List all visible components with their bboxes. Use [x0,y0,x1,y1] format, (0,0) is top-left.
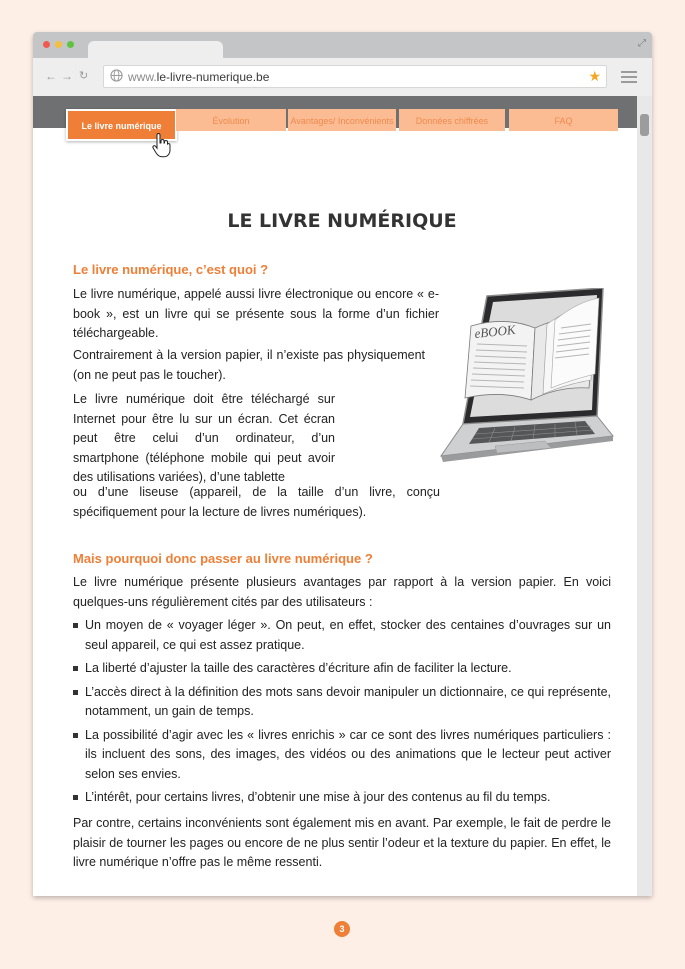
laptop-ebook-image [435,288,615,464]
paragraph-reader: ou d’une liseuse (appareil, de la taille d’un livre, conçu spécifiquement pour la lecture de livres numériques). [73,485,440,519]
nav-item-evolution[interactable]: Évolution [176,109,286,131]
fullscreen-icon[interactable]: ⤢ [638,38,646,49]
globe-icon [110,69,123,82]
paragraph-not-physical: Contrairement à la version papier, il n’existe pas physiquement (on ne peut pas le toucher). [73,348,425,382]
nav-item-le-livre-numerique[interactable]: Le livre numérique [66,109,177,141]
close-window-dot[interactable] [43,41,50,48]
forward-icon[interactable]: → [61,69,73,83]
list-item: Un moyen de « voyager léger ». On peut, en effet, stocker des centaines d’ouvrages sur un seul appareil, ce qui est assez pratique. [73,616,611,655]
hand-pointer-icon [151,133,171,159]
paragraph-disadvantages: Par contre, certains inconvénients sont également mis en avant. Par exemple, le fait de perdre le plaisir de tourner les pages ou encore de ne plus sentir l’odeur et la texture du papier. En effet, le livre numérique n’offre pas le même ressenti. [73,816,611,869]
scrollbar-thumb[interactable] [640,114,649,136]
paragraph-definition: Le livre numérique, appelé aussi livre électronique ou encore « e-book », est un livre qui se présente sous la forme d’un fichier téléchargeable. [73,287,439,340]
list-item: La liberté d’ajuster la taille des caractères d’écriture afin de faciliter la lecture. [73,659,611,679]
url-prefix: www. [128,70,157,84]
paragraph-download: Le livre numérique doit être téléchargé sur Internet pour être lu sur un écran. Cet écran peut être celui d’un ordinateur, d’un smartphone (téléphone mobile qui peut avoir des utilisations variées), d’une tablette [73,392,335,484]
section-heading-why: Mais pourquoi donc passer au livre numérique ? [73,551,373,566]
maximize-window-dot[interactable] [67,41,74,48]
url-domain: le-livre-numerique.be [156,70,270,84]
browser-window [33,32,652,896]
scrollbar-track[interactable] [637,96,652,896]
back-icon[interactable]: ← [45,69,57,83]
browser-tab-bar [33,32,652,58]
address-bar[interactable] [103,65,607,88]
advantages-list [73,616,611,812]
section-heading-what-is: Le livre numérique, c’est quoi ? [73,262,269,277]
browser-toolbar [33,58,652,96]
page-title: LE LIVRE NUMÉRIQUE [227,210,457,232]
bookmark-star-icon[interactable]: ★ [588,68,601,84]
list-item: L’accès direct à la définition des mots sans devoir manipuler un dictionnaire, ce qui représente, notamment, un gain de temps. [73,683,611,722]
minimize-window-dot[interactable] [55,41,62,48]
browser-tab[interactable] [88,41,223,58]
nav-item-faq[interactable]: FAQ [509,109,618,131]
list-item: L’intérêt, pour certains livres, d’obtenir une mise à jour des contenus au fil du temps. [73,788,611,808]
nav-item-donnees-chiffrees[interactable]: Données chiffrées [399,109,505,131]
page-number-badge: 3 [334,921,350,937]
menu-icon[interactable] [621,71,637,86]
nav-item-avantages-inconvenients[interactable]: Avantages/ Inconvénients [288,109,396,131]
ebook-label: eBOOK [473,321,517,341]
list-item: La possibilité d’agir avec les « livres enrichis » car ce sont des livres numériques particuliers : ils incluent des sons, des images, des vidéos ou des animations que le lecteur peut activer selon ses envies. [73,726,611,785]
paragraph-advantages-intro: Le livre numérique présente plusieurs avantages par rapport à la version papier. En voici quelques-uns régulièrement cités par des utilisateurs : [73,575,611,609]
reload-icon[interactable]: ↻ [79,70,89,82]
url-text [128,70,269,84]
